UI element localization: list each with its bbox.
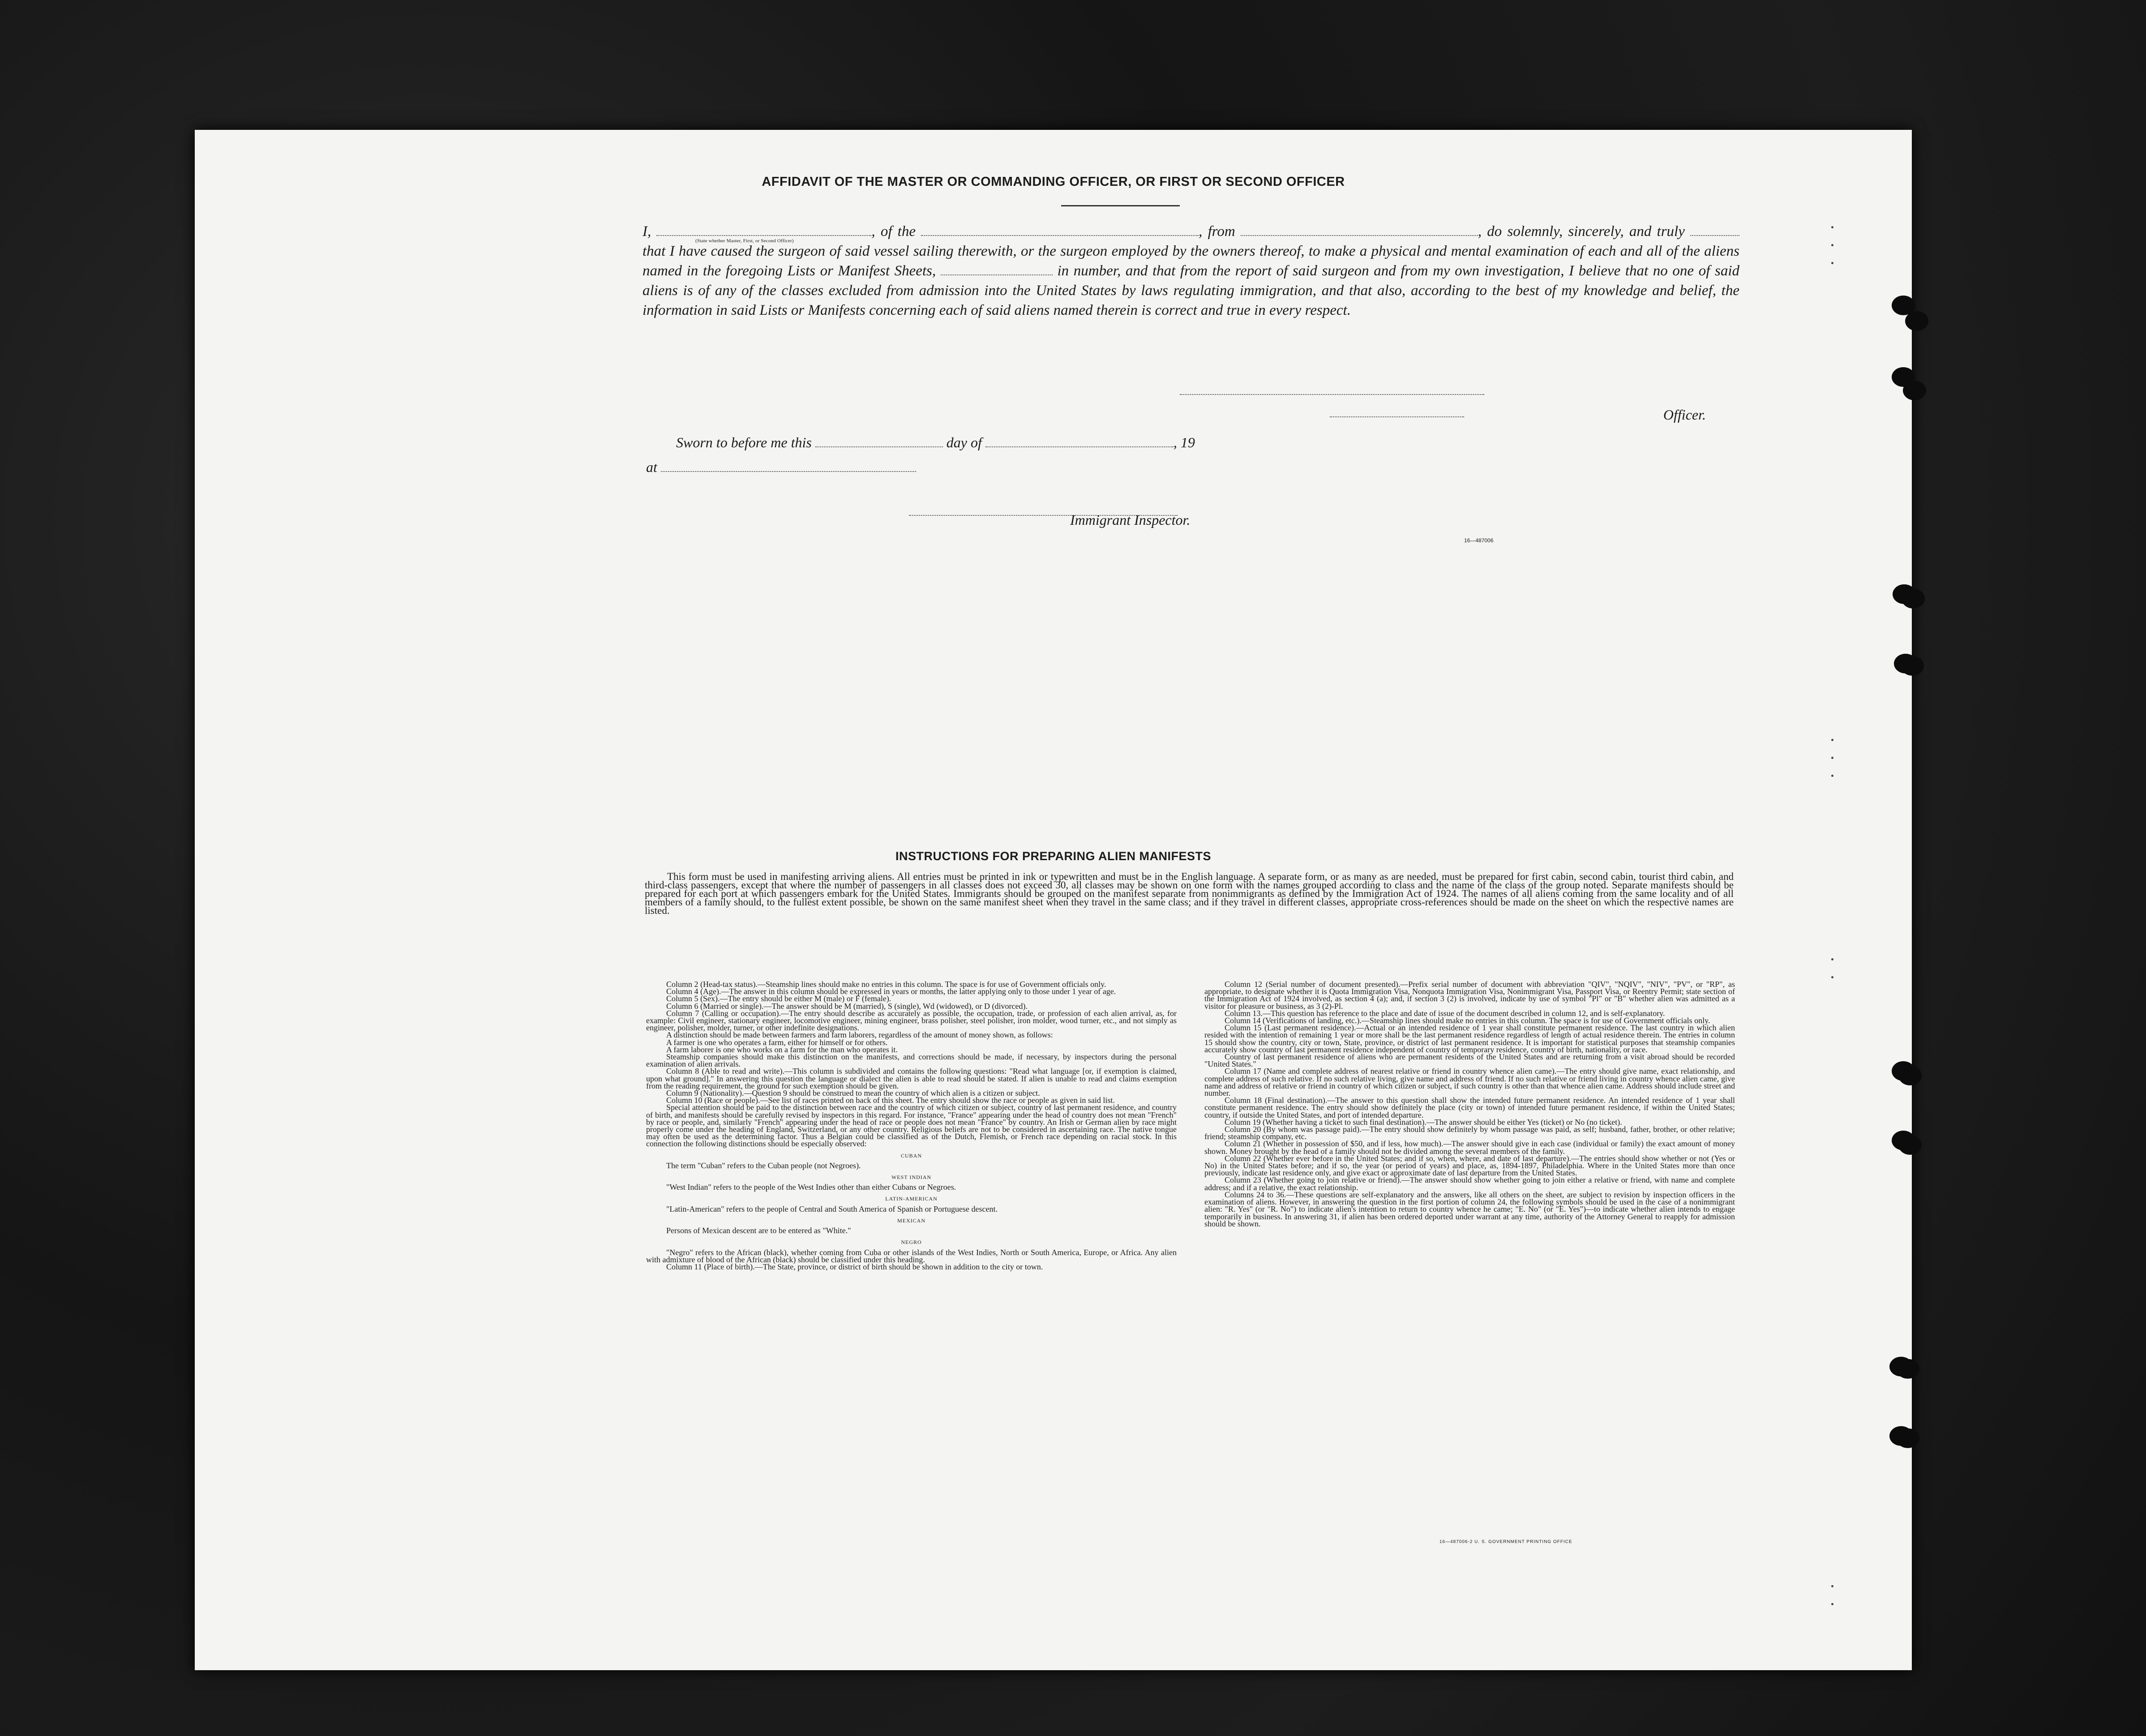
instruction-paragraph: Column 6 (Married or single).—The answer should be M (married), S (single), Wd (widowed), or D (divorced). bbox=[666, 1001, 1028, 1011]
instruction-paragraph: "Latin-American" refers to the people of Central and South America of Spanish or Portuguese descent. bbox=[666, 1204, 998, 1213]
instruction-paragraph: Column 15 (Last permanent residence).—Actual or an intended residence of 1 year shall constitute permanent residence. The last country in which alien resided with the intention of remaining 1 year or more shall be the last permanent residence regardless of length of actual residence therein. The entries in column 15 should show the country, city or town, State, province, or district of last permanent residence. It is important for statistical purposes that steamship companies accurately show country of last permanent residence independent of country of temporary residence, country of birth, nationality, or race. bbox=[1204, 1023, 1735, 1054]
perforation-mark bbox=[1831, 757, 1833, 759]
instruction-paragraph: Column 22 (Whether ever before in the United States; and if so, when, where, and date of last departure).—The entries should show whether or not (Yes or No) in the United States before; and if so, the year (or period of years) and place, as, 1894-1897, Philadelphia. Where in the United States more than once previously, indicate last residence only, and give exact or approximate date of last departure from the United States. bbox=[1204, 1153, 1735, 1178]
affidavit-text: I, bbox=[643, 223, 651, 240]
instruction-paragraph: Column 2 (Head-tax status).—Steamship lines should make no entries in this column. The space is for use of Government officials only. bbox=[666, 980, 1106, 989]
instruction-paragraph: Column 4 (Age).—The answer in this column should be expressed in years or months, the latter applying only to those under 1 year of age. bbox=[666, 987, 1116, 996]
affirm-blank[interactable] bbox=[1690, 223, 1739, 236]
perforation-mark bbox=[1831, 244, 1833, 246]
punch-hole bbox=[1898, 1066, 1922, 1085]
officer-label: Officer. bbox=[1663, 407, 1706, 423]
instruction-paragraph: Column 10 (Race or people).—See list of races printed on back of this sheet. The entry should show the race or people as given in said list. bbox=[666, 1096, 1115, 1105]
instruction-paragraph: Steamship companies should make this distinction on the manifests, and corrections should be made, if necessary, by inspectors during the personal examination of alien arrivals. bbox=[646, 1052, 1177, 1069]
punch-hole bbox=[1902, 589, 1925, 609]
instruction-paragraph: Column 13.—This question has reference to the place and date of issue of the document described in column 12, and is self-explanatory. bbox=[1225, 1008, 1665, 1018]
sheet-count-blank[interactable] bbox=[941, 262, 1053, 275]
punch-hole bbox=[1905, 311, 1928, 331]
sworn-text: , 19 bbox=[1173, 434, 1195, 450]
instruction-paragraph: Column 21 (Whether in possession of $50, and if less, how much).—The answer should give in each case (individual or family) the exact amount of money shown. Money brought by the head of a family should not be divided among the several members of the family. bbox=[1204, 1139, 1735, 1156]
affidavit-body bbox=[643, 222, 1739, 320]
section-heading-negro: NEGRO bbox=[901, 1239, 922, 1246]
instruction-paragraph: Persons of Mexican descent are to be entered as "White." bbox=[666, 1226, 851, 1235]
instruction-paragraph: "West Indian" refers to the people of the West Indies other than either Cubans or Negroes. bbox=[666, 1183, 956, 1192]
instruction-paragraph: The term "Cuban" refers to the Cuban people (not Negroes). bbox=[666, 1161, 861, 1170]
signature-line[interactable] bbox=[1180, 394, 1484, 395]
instructions-left-column bbox=[646, 981, 1177, 1270]
affidavit-text: , from bbox=[1199, 223, 1235, 240]
affidavit-text: , do bbox=[1478, 223, 1502, 240]
punch-hole bbox=[1898, 1135, 1922, 1155]
instructions-intro: This form must be used in manifesting arriving aliens. All entries must be printed in ink or typewritten and must be in the English language. A separate form, or as many as are needed, must be prepared for first cabin, second cabin, tourist third cabin, and third-class passengers, except that where the number of passengers in all classes does not exceed 30, all classes may be shown on one form with the names grouped according to class and the name of the class of the group noted. Separate manifests should be prepared for each port at which passengers embark for the United States. Immigrants should be grouped on the manifest separate from nonimmigrants as defined by the Immigration Act of 1924. The names of all aliens coming from the same locality and of all members of a family should, to the fullest extent possible, be shown on the same manifest sheet when they travel in the same class; and if they travel in different classes, appropriate cross-references should be made on the sheet on which the respective names are listed. bbox=[645, 871, 1734, 916]
location-blank[interactable] bbox=[661, 460, 916, 472]
instruction-paragraph: Special attention should be paid to the distinction between race and the country of which citizen or subject, country of last permanent residence, and country of birth, and manifests should be carefully revised by inspectors in this regard. For instance, "France" appearing under the head of country does not mean "French" by race or people, and, similarly "French" appearing under the head of race or people does not mean "France" by country. An Irish or German alien by race might properly come under the heading of England, Switzerland, or any other country. Religious beliefs are not to be considered in ascertaining race. The native tongue may often be used as the determining factor. Thus a Belgian could be classified as of the Dutch, Flemish, or French race depending on racial stock. In this connection the following distinctions should be especially observed: bbox=[646, 1103, 1177, 1149]
affidavit-text: solemnly, sincerely, and truly bbox=[1507, 223, 1685, 240]
port-from-blank[interactable] bbox=[1241, 223, 1478, 236]
instruction-paragraph: A farm laborer is one who works on a farm for the man who operates it. bbox=[666, 1045, 898, 1054]
officer-rank-blank[interactable] bbox=[656, 223, 871, 236]
perforation-mark bbox=[1831, 739, 1833, 741]
punch-hole bbox=[1901, 656, 1924, 676]
at-location bbox=[646, 459, 916, 476]
officer-signature-line[interactable] bbox=[1330, 416, 1464, 417]
instruction-paragraph: Column 11 (Place of birth).—The State, province, or district of birth should be shown in addition to the city or town. bbox=[666, 1262, 1043, 1271]
instruction-paragraph: Column 7 (Calling or occupation).—The entry should describe as accurately as possible, the occupation, trade, or profession of each alien arrival, as, for example: Civil engineer, stationary engineer, locomotive engineer, mining engineer, brass polisher, steel polisher, iron molder, wood turner, etc., and not simply as engineer, polisher, molder, turner, or other indefinite designations. bbox=[646, 1008, 1177, 1033]
perforation-mark bbox=[1831, 958, 1833, 960]
affidavit-text: that I have caused the surgeon of said vessel sailing therewith, or the surgeon employed by the owners thereof, to make a physical and mental examination of each and all of the aliens named in the foregoing Lists or Manifest Sheets, bbox=[643, 243, 1739, 279]
form-code: 16—487006 bbox=[1464, 537, 1494, 544]
instruction-paragraph: Column 20 (By whom was passage paid).—The entry should show definitely by whom passage was paid, as self; husband, father, brother, or other relative; friend; steamship company, etc. bbox=[1204, 1125, 1735, 1141]
instruction-paragraph: Column 9 (Nationality).—Question 9 should be construed to mean the country of which alien is a citizen or subject. bbox=[666, 1089, 1040, 1098]
vessel-name-blank[interactable] bbox=[921, 223, 1199, 236]
punch-hole bbox=[1896, 1428, 1919, 1448]
affidavit-text: in number, and that from the report of said surgeon and from my own investigation, I believe that no one of said aliens is of any of the classes excluded from admission into the United States by laws regulating immigration, and that also, according to the best of my knowledge and belief, the information in said Lists or Manifests concerning each of said aliens named therein is correct and true in every respect. bbox=[643, 263, 1740, 318]
punch-hole bbox=[1903, 381, 1926, 400]
instructions-title: INSTRUCTIONS FOR PREPARING ALIEN MANIFESTS bbox=[895, 849, 1212, 863]
section-heading-west-indian: WEST INDIAN bbox=[891, 1174, 932, 1181]
instruction-paragraph: A farmer is one who operates a farm, either for himself or for others. bbox=[666, 1037, 888, 1047]
sworn-text: day of bbox=[946, 434, 982, 450]
perforation-mark bbox=[1831, 262, 1833, 264]
at-text: at bbox=[646, 459, 657, 475]
section-heading-latin-american: LATIN-AMERICAN bbox=[885, 1196, 938, 1202]
affidavit-text: , of the bbox=[871, 223, 916, 240]
instruction-paragraph: Columns 24 to 36.—These questions are self-explanatory and the answers, like all others on the sheet, are subject to revision by inspection officers in the examination of aliens. However, in answering the question in the first portion of column 24, the following symbols should be used in the case of a nonimmigrant alien: "R. Yes" (or "R. No") to indicate alien's intention to return to country whence he came; "E. No" (or "E. Yes")—to indicate whether alien intends to engage temporarily in business. In answering 31, if alien has been ordered deported under warrant at any time, authority of the Attorney General to reapply for admission should be shown. bbox=[1204, 1190, 1735, 1228]
section-heading-cuban: CUBAN bbox=[900, 1152, 922, 1159]
perforation-mark bbox=[1831, 976, 1833, 978]
sworn-text: Sworn to before me this bbox=[676, 434, 812, 450]
perforation-mark bbox=[1831, 226, 1833, 228]
instructions-right-column bbox=[1204, 981, 1735, 1227]
instruction-paragraph: Country of last permanent residence of aliens who are permanent residents of the United States and are returning from a visit abroad should be recorded "United States." bbox=[1204, 1052, 1735, 1069]
sworn-day-blank[interactable] bbox=[815, 436, 943, 447]
instruction-paragraph: "Negro" refers to the African (black), whether coming from Cuba or other islands of the West Indies, North or South America, Europe, or Africa. Any alien with admixture of blood of the African (black) should be classified under this heading. bbox=[646, 1247, 1177, 1264]
sworn-month-blank[interactable] bbox=[985, 436, 1174, 447]
sworn-statement bbox=[676, 434, 1195, 451]
affidavit-title: AFFIDAVIT OF THE MASTER OR COMMANDING OFFICER, OR FIRST OR SECOND OFFICER bbox=[762, 175, 1345, 189]
printer-footer: 16—487006-2 U. S. GOVERNMENT PRINTING OFFICE bbox=[1439, 1539, 1572, 1544]
instruction-paragraph: Column 19 (Whether having a ticket to such final destination).—The answer should be either Yes (ticket) or No (no ticket). bbox=[1225, 1117, 1622, 1127]
document-page bbox=[195, 130, 1912, 1670]
instruction-paragraph: Column 8 (Able to read and write).—This column is subdivided and contains the following questions: "Read what language [or, if exemption is claimed, upon what ground]." In answering this question the language or dialect the alien is able to read should be stated. If alien is unable to read and claims exemption from the reading requirement, the ground for such exemption should be given. bbox=[646, 1067, 1177, 1090]
instruction-paragraph: Column 5 (Sex).—The entry should be either M (male) or F (female). bbox=[666, 994, 891, 1003]
instruction-paragraph: A distinction should be made between farmers and farm laborers, regardless of the amount of money shown, as follows: bbox=[666, 1030, 1053, 1040]
inspector-label: Immigrant Inspector. bbox=[1070, 512, 1191, 528]
instruction-paragraph: Column 18 (Final destination).—The answer to this question shall show the intended future permanent residence. An intended residence of 1 year shall constitute permanent residence. The entry should show definitely the place (city or town) of intended future permanent residence, if within the United States; country, if outside the United States, and port of intended departure. bbox=[1204, 1096, 1735, 1119]
rank-note: (State whether Master, First, or Second Officer) bbox=[695, 238, 794, 244]
perforation-mark bbox=[1831, 1585, 1833, 1587]
instruction-paragraph: Column 12 (Serial number of document presented).—Prefix serial number of document with abbreviation "QIV", "NQIV", "NIV", "PV", or "RP", as appropriate, to designate whether it is Quota Immigration Visa, Nonquota Immigration Visa, Nonimmigrant Visa, Passport Visa, or Reentry Permit; state section of the Immigration Act of 1924 involved, as section 4 (a); and, if section 3 (2) is involved, indicate by use of symbol "Pl" or "B" whether alien was admitted as a visitor for pleasure or business, as 3 (2)-Pl. bbox=[1204, 980, 1735, 1011]
perforation-mark bbox=[1831, 775, 1833, 777]
instruction-paragraph: Column 23 (Whether going to join relative or friend).—The answer should show whether going to join either a relative or friend, with name and complete address; and if a relative, the exact relationship. bbox=[1204, 1175, 1735, 1192]
perforation-mark bbox=[1831, 1603, 1833, 1605]
punch-hole bbox=[1896, 1359, 1919, 1379]
instruction-paragraph: Column 17 (Name and complete address of nearest relative or friend in country whence alien came).—The entry should give name, exact relationship, and complete address of such relative. If no such relative living, give name and address of friend. If no such relative or friend living in country whence alien came, give name and address of relative or friend in country of which citizen or subject, if such country is other than that whence alien came. Address should include street and number. bbox=[1204, 1067, 1735, 1098]
section-heading-mexican: MEXICAN bbox=[897, 1217, 925, 1224]
title-divider bbox=[1061, 205, 1180, 206]
instruction-paragraph: Column 14 (Verifications of landing, etc.).—Steamship lines should make no entries in this column. The space is for use of Government officials only. bbox=[1225, 1016, 1710, 1025]
